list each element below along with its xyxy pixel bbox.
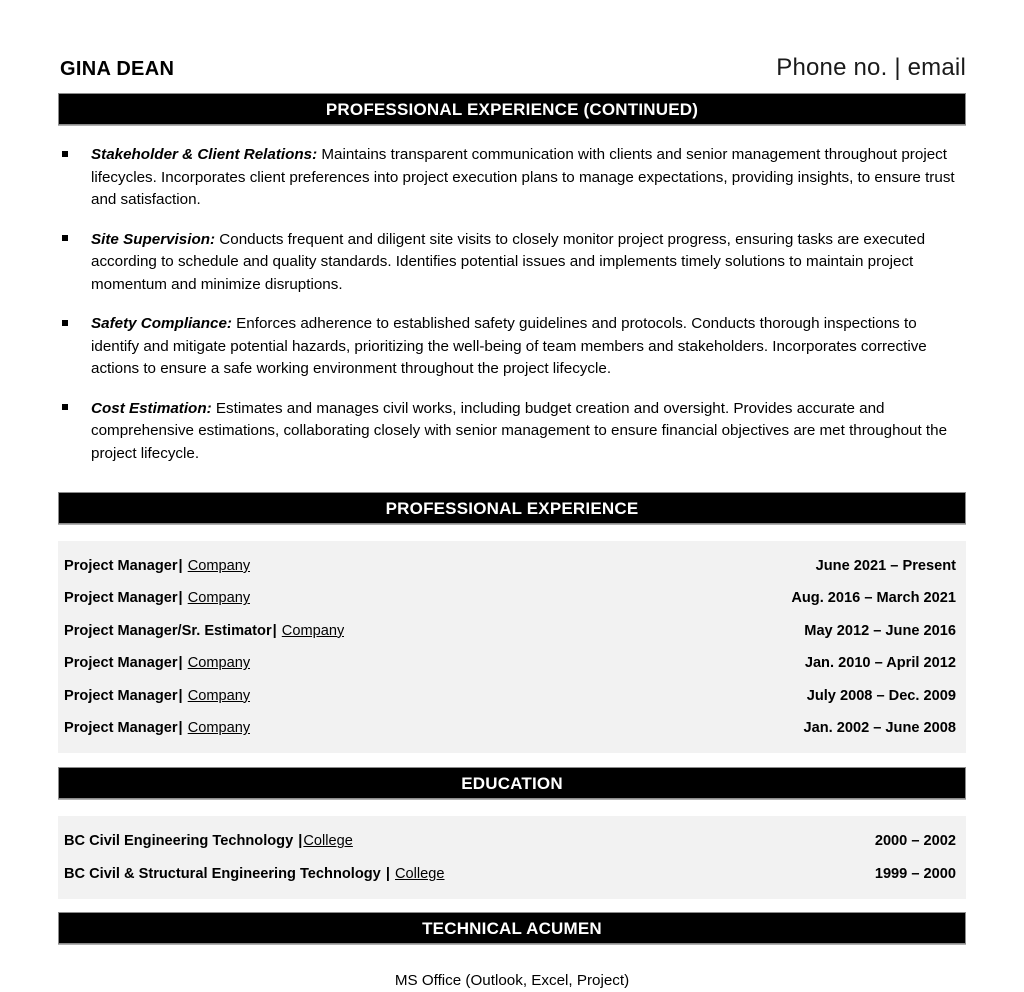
separator: |	[272, 622, 277, 639]
education-entry-list	[58, 816, 966, 899]
experience-entry-list	[58, 541, 966, 753]
experience-entry-left	[64, 712, 250, 744]
education-entry-left	[64, 825, 353, 857]
degree-title: BC Civil Engineering Technology	[64, 833, 298, 850]
job-dates: May 2012 – June 2016	[804, 622, 956, 639]
experience-entry-left	[64, 582, 250, 614]
table-row	[62, 647, 958, 679]
list-item	[60, 229, 968, 297]
company-link[interactable]: Company	[187, 720, 251, 737]
list-item-text	[91, 144, 968, 212]
spacer	[0, 465, 1024, 492]
list-item-body: Maintains transparent communication with clients and senior management throughout project lifecycles. Incorporates client preferences into project execution plans to manage expectations, providing insights, to ensure trust and satisfaction.	[91, 146, 955, 208]
separator: |	[178, 720, 183, 737]
list-item-text	[91, 398, 968, 466]
job-dates: June 2021 – Present	[815, 558, 956, 574]
experience-entry-left	[64, 680, 250, 712]
list-item	[60, 398, 968, 466]
college-link[interactable]: College	[303, 833, 353, 850]
square-bullet-icon	[60, 313, 91, 336]
list-item-body: Estimates and manages civil works, including budget creation and oversight. Provides accurate and comprehensive estimations, collaborating closely with senior management to ensure financial objectives are met throughout the project lifecycle.	[91, 399, 948, 462]
education-dates: 1999 – 2000	[874, 865, 956, 882]
company-link[interactable]: Company	[281, 622, 345, 639]
job-dates: July 2008 – Dec. 2009	[806, 687, 956, 704]
job-title: Project Manager	[64, 558, 178, 574]
separator: |	[178, 687, 183, 704]
job-title: Project Manager	[64, 687, 178, 704]
section-banner-education: EDUCATION	[58, 767, 966, 799]
company-link[interactable]: Company	[187, 590, 251, 607]
separator: |	[385, 865, 390, 882]
college-link[interactable]: College	[395, 865, 445, 882]
separator: |	[178, 558, 183, 574]
square-bullet-icon	[60, 398, 91, 421]
company-link[interactable]: Company	[187, 687, 251, 704]
list-item-lead: Site Supervision:	[91, 230, 216, 248]
table-row	[62, 615, 958, 647]
experience-entry-left	[64, 550, 250, 582]
list-item	[60, 144, 968, 212]
degree-title: BC Civil & Structural Engineering Technology	[64, 865, 381, 882]
job-dates: Jan. 2002 – June 2008	[803, 720, 956, 737]
resume-header	[0, 0, 1024, 93]
section-banner-experience-continued: PROFESSIONAL EXPERIENCE (CONTINUED)	[58, 93, 966, 125]
responsibilities-list	[0, 125, 1024, 465]
contact-info: Phone no. | email	[776, 54, 966, 81]
square-bullet-icon	[60, 229, 91, 252]
job-title: Project Manager/Sr. Estimator	[64, 622, 272, 639]
education-entry-left	[64, 858, 445, 890]
section-banner-experience: PROFESSIONAL EXPERIENCE	[58, 492, 966, 524]
spacer	[0, 899, 1024, 912]
job-title: Project Manager	[64, 720, 178, 737]
list-item-text	[91, 229, 968, 297]
separator: |	[178, 590, 183, 607]
spacer	[0, 753, 1024, 767]
experience-entry-left	[64, 615, 344, 647]
list-item	[60, 313, 968, 381]
list-item-body: Enforces adherence to established safety guidelines and protocols. Conducts thorough inspections to identify and mitigate potential hazards, prioritizing the well-being of team members and stakeholders. Incorporates corrective actions to ensure a safe working environment throughout the project lifecycle.	[91, 315, 927, 377]
experience-entry-left	[64, 647, 250, 679]
separator: |	[298, 833, 303, 850]
list-item-body: Conducts frequent and diligent site visits to closely monitor project progress, ensuring tasks are executed according to schedule and quality standards. Identifies potential issues and implements timely solutions to maintain project momentum and minimize disruptions.	[91, 230, 926, 293]
table-row	[62, 712, 958, 744]
spacer	[0, 524, 1024, 541]
job-dates: Aug. 2016 – March 2021	[791, 590, 956, 607]
table-row	[62, 582, 958, 614]
table-row	[62, 550, 958, 582]
job-title: Project Manager	[64, 655, 178, 672]
spacer	[0, 799, 1024, 816]
list-item-text	[91, 313, 968, 381]
table-row	[62, 680, 958, 712]
separator: |	[178, 655, 183, 672]
section-banner-technical-acumen: TECHNICAL ACUMEN	[58, 912, 966, 944]
company-link[interactable]: Company	[187, 558, 251, 574]
job-title: Project Manager	[64, 590, 178, 607]
table-row	[62, 858, 958, 890]
education-dates: 2000 – 2002	[874, 833, 956, 850]
table-row	[62, 825, 958, 857]
list-item-lead: Safety Compliance:	[91, 315, 232, 332]
technical-skills-text: MS Office (Outlook, Excel, Project)	[394, 972, 630, 990]
list-item-lead: Cost Estimation:	[91, 399, 212, 417]
square-bullet-icon	[60, 144, 91, 167]
company-link[interactable]: Company	[187, 655, 251, 672]
job-dates: Jan. 2010 – April 2012	[804, 655, 956, 672]
page-title: GINA DEAN	[60, 58, 175, 80]
list-item-lead: Stakeholder & Client Relations:	[91, 146, 318, 163]
